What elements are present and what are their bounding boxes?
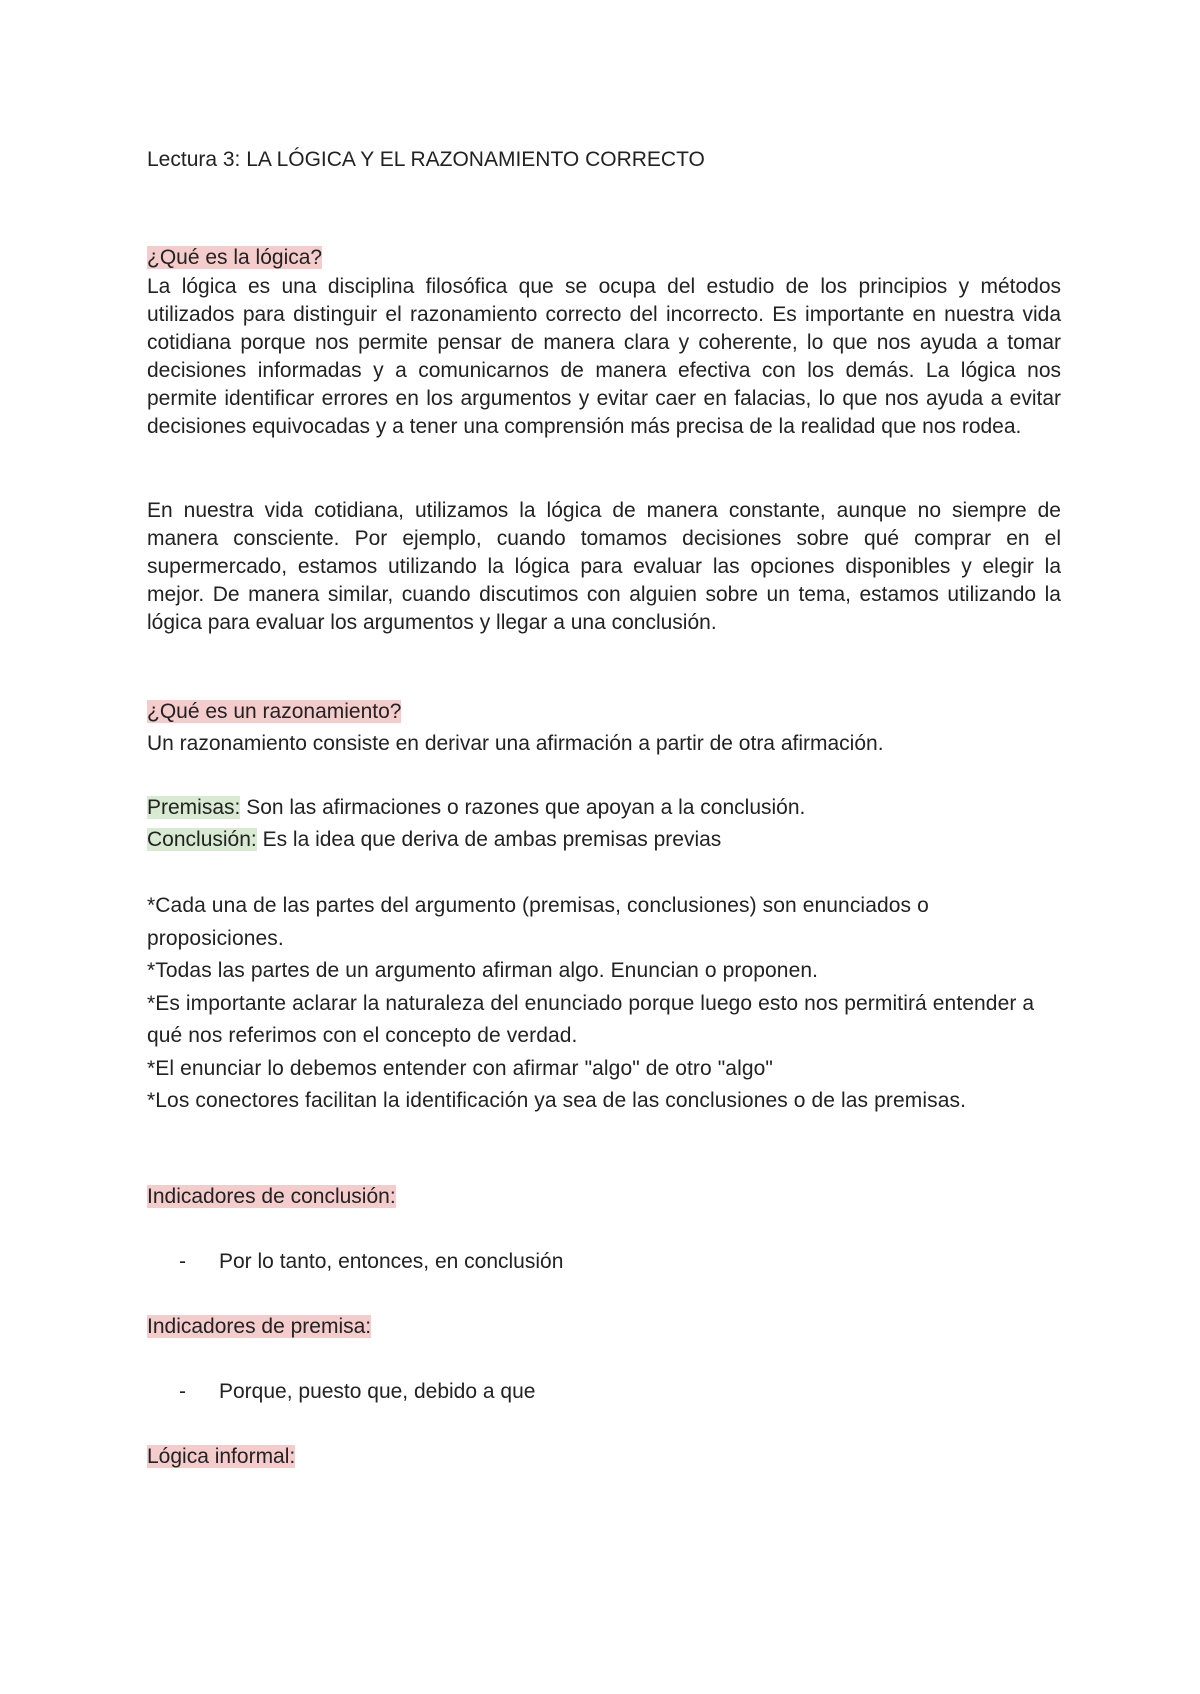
definition-premisas xyxy=(147,794,805,822)
paragraph-logica-cotidiana: En nuestra vida cotidiana, utilizamos la lógica de manera constante, aunque no siempre de manera consciente. Por ejemplo, cuando tomamos decisiones sobre qué comprar en el supermercado, estamos utilizando la lógica para evaluar las opciones disponibles y elegir la mejor. De manera similar, cuando discutimos con alguien sobre un tema, estamos utilizando la lógica para evaluar los argumentos y llegar a una conclusión. xyxy=(147,499,1061,634)
premisas-text: Son las afirmaciones o razones que apoyan a la conclusión. xyxy=(240,796,806,819)
heading-que-es-logica xyxy=(147,244,322,272)
bullet-dash: - xyxy=(179,1250,186,1273)
definition-conclusion xyxy=(147,826,721,854)
conclusion-text: Es la idea que deriva de ambas premisas previas xyxy=(256,828,722,851)
heading-indicadores-conclusion xyxy=(147,1183,396,1211)
heading-que-es-razonamiento xyxy=(147,698,401,726)
paragraph-logica-definicion: La lógica es una disciplina filosófica que se ocupa del estudio de los principios y métodos utilizados para distinguir el razonamiento correcto del incorrecto. Es importante en nuestra vida cotidiana porque nos permite pensar de manera clara y coherente, lo que nos ayuda a tomar decisiones informadas y a comunicarnos de manera efectiva con los demás. La lógica nos permite identificar errores en los argumentos y evitar caer en falacias, lo que nos ayuda a evitar decisiones equivocadas y a tener una comprensión más precisa de la realidad que nos rodea. xyxy=(147,275,1061,438)
list-item-indicadores-premisa xyxy=(179,1378,535,1406)
heading-indicadores-premisa xyxy=(147,1313,371,1341)
list-item-indicadores-conclusion xyxy=(179,1248,563,1276)
note-item: *Cada una de las partes del argumento (premisas, conclusiones) son enunciados o proposiciones. xyxy=(147,894,929,950)
note-item: *Los conectores facilitan la identificación ya sea de las conclusiones o de las premisas. xyxy=(147,1089,967,1112)
heading-logica-informal xyxy=(147,1443,295,1471)
notes-list xyxy=(147,890,1061,1118)
conclusion-label: Conclusión: xyxy=(147,828,257,851)
razonamiento-definicion: Un razonamiento consiste en derivar una afirmación a partir de otra afirmación. xyxy=(147,732,884,755)
heading-que-es-logica-text: ¿Qué es la lógica? xyxy=(147,246,323,269)
heading-logica-informal-text: Lógica informal: xyxy=(147,1445,296,1468)
heading-indicadores-conclusion-text: Indicadores de conclusión: xyxy=(147,1185,396,1208)
list-item-text: Porque, puesto que, debido a que xyxy=(219,1380,536,1403)
note-item: *Es importante aclarar la naturaleza del enunciado porque luego esto nos permitirá entender a qué nos referimos con el concepto de verdad. xyxy=(147,991,1035,1047)
premisas-label: Premisas: xyxy=(147,796,241,819)
note-item: *El enunciar lo debemos entender con afirmar "algo" de otro "algo" xyxy=(147,1056,773,1080)
bullet-dash: - xyxy=(179,1380,186,1403)
heading-que-es-razonamiento-text: ¿Qué es un razonamiento? xyxy=(147,700,402,723)
note-item: *Todas las partes de un argumento afirman algo. Enuncian o proponen. xyxy=(147,959,819,982)
document-title: Lectura 3: LA LÓGICA Y EL RAZONAMIENTO CORRECTO xyxy=(147,148,705,171)
heading-indicadores-premisa-text: Indicadores de premisa: xyxy=(147,1315,372,1338)
list-item-text: Por lo tanto, entonces, en conclusión xyxy=(219,1250,564,1273)
